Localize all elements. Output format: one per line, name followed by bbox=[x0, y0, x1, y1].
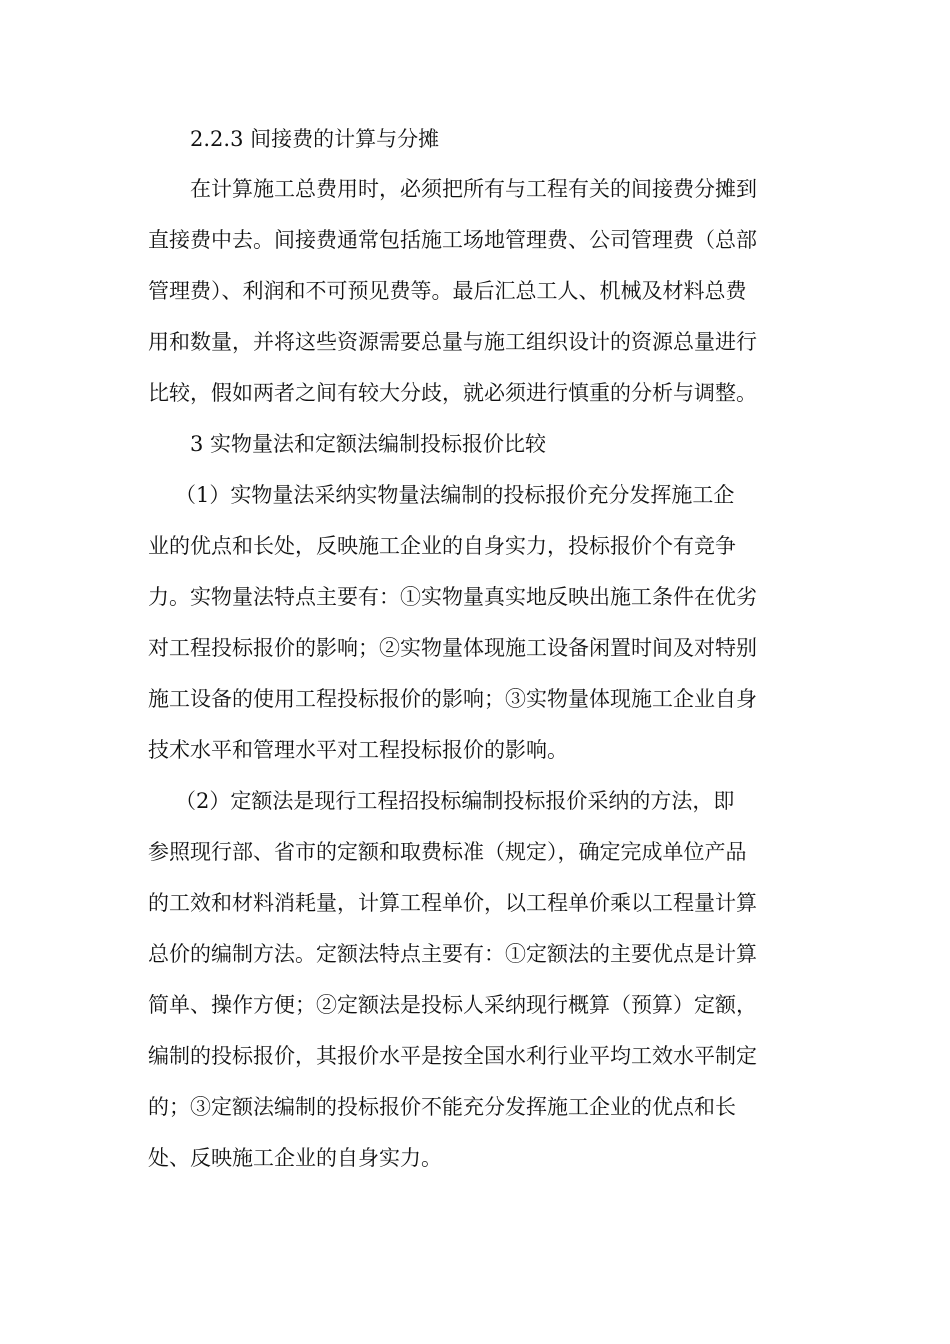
paragraph-line: 编制的投标报价，其报价水平是按全国水利行业平均工效水平制定 bbox=[148, 1044, 757, 1068]
paragraph-line: 参照现行部、省市的定额和取费标准（规定），确定完成单位产品 bbox=[148, 840, 747, 864]
paragraph-line: 比较，假如两者之间有较大分歧，就必须进行慎重的分析与调整。 bbox=[148, 381, 757, 405]
paragraph-line: 的工效和材料消耗量，计算工程单价，以工程单价乘以工程量计算 bbox=[148, 891, 757, 915]
paragraph-line: 对工程投标报价的影响；②实物量体现施工设备闲置时间及对特别 bbox=[148, 636, 757, 660]
paragraph-line: 在计算施工总费用时，必须把所有与工程有关的间接费分摊到 bbox=[190, 177, 757, 201]
paragraph-line: 简单、操作方便；②定额法是投标人采纳现行概算（预算）定额， bbox=[148, 993, 757, 1017]
paragraph-line: 的；③定额法编制的投标报价不能充分发挥施工企业的优点和长 bbox=[148, 1095, 736, 1119]
paragraph-line: （2）定额法是现行工程招投标编制投标报价采纳的方法，即 bbox=[175, 789, 735, 813]
paragraph-line: 施工设备的使用工程投标报价的影响；③实物量体现施工企业自身 bbox=[148, 687, 757, 711]
paragraph-line: 用和数量，并将这些资源需要总量与施工组织设计的资源总量进行 bbox=[148, 330, 757, 354]
paragraph-line: 处、反映施工企业的自身实力。 bbox=[148, 1146, 442, 1170]
section-heading-3: 3 实物量法和定额法编制投标报价比较 bbox=[190, 432, 547, 456]
paragraph-line: （1）实物量法采纳实物量法编制的投标报价充分发挥施工企 bbox=[175, 483, 735, 507]
paragraph-line: 业的优点和长处，反映施工企业的自身实力，投标报价个有竞争 bbox=[148, 534, 736, 558]
paragraph-line: 直接费中去。间接费通常包括施工场地管理费、公司管理费（总部 bbox=[148, 228, 757, 252]
section-heading-2-2-3: 2.2.3 间接费的计算与分摊 bbox=[190, 127, 440, 151]
paragraph-line: 管理费）、利润和不可预见费等。最后汇总工人、机械及材料总费 bbox=[148, 279, 747, 303]
paragraph-line: 总价的编制方法。定额法特点主要有：①定额法的主要优点是计算 bbox=[148, 942, 757, 966]
paragraph-line: 力。实物量法特点主要有：①实物量真实地反映出施工条件在优劣 bbox=[148, 585, 757, 609]
paragraph-line: 技术水平和管理水平对工程投标报价的影响。 bbox=[148, 738, 568, 762]
